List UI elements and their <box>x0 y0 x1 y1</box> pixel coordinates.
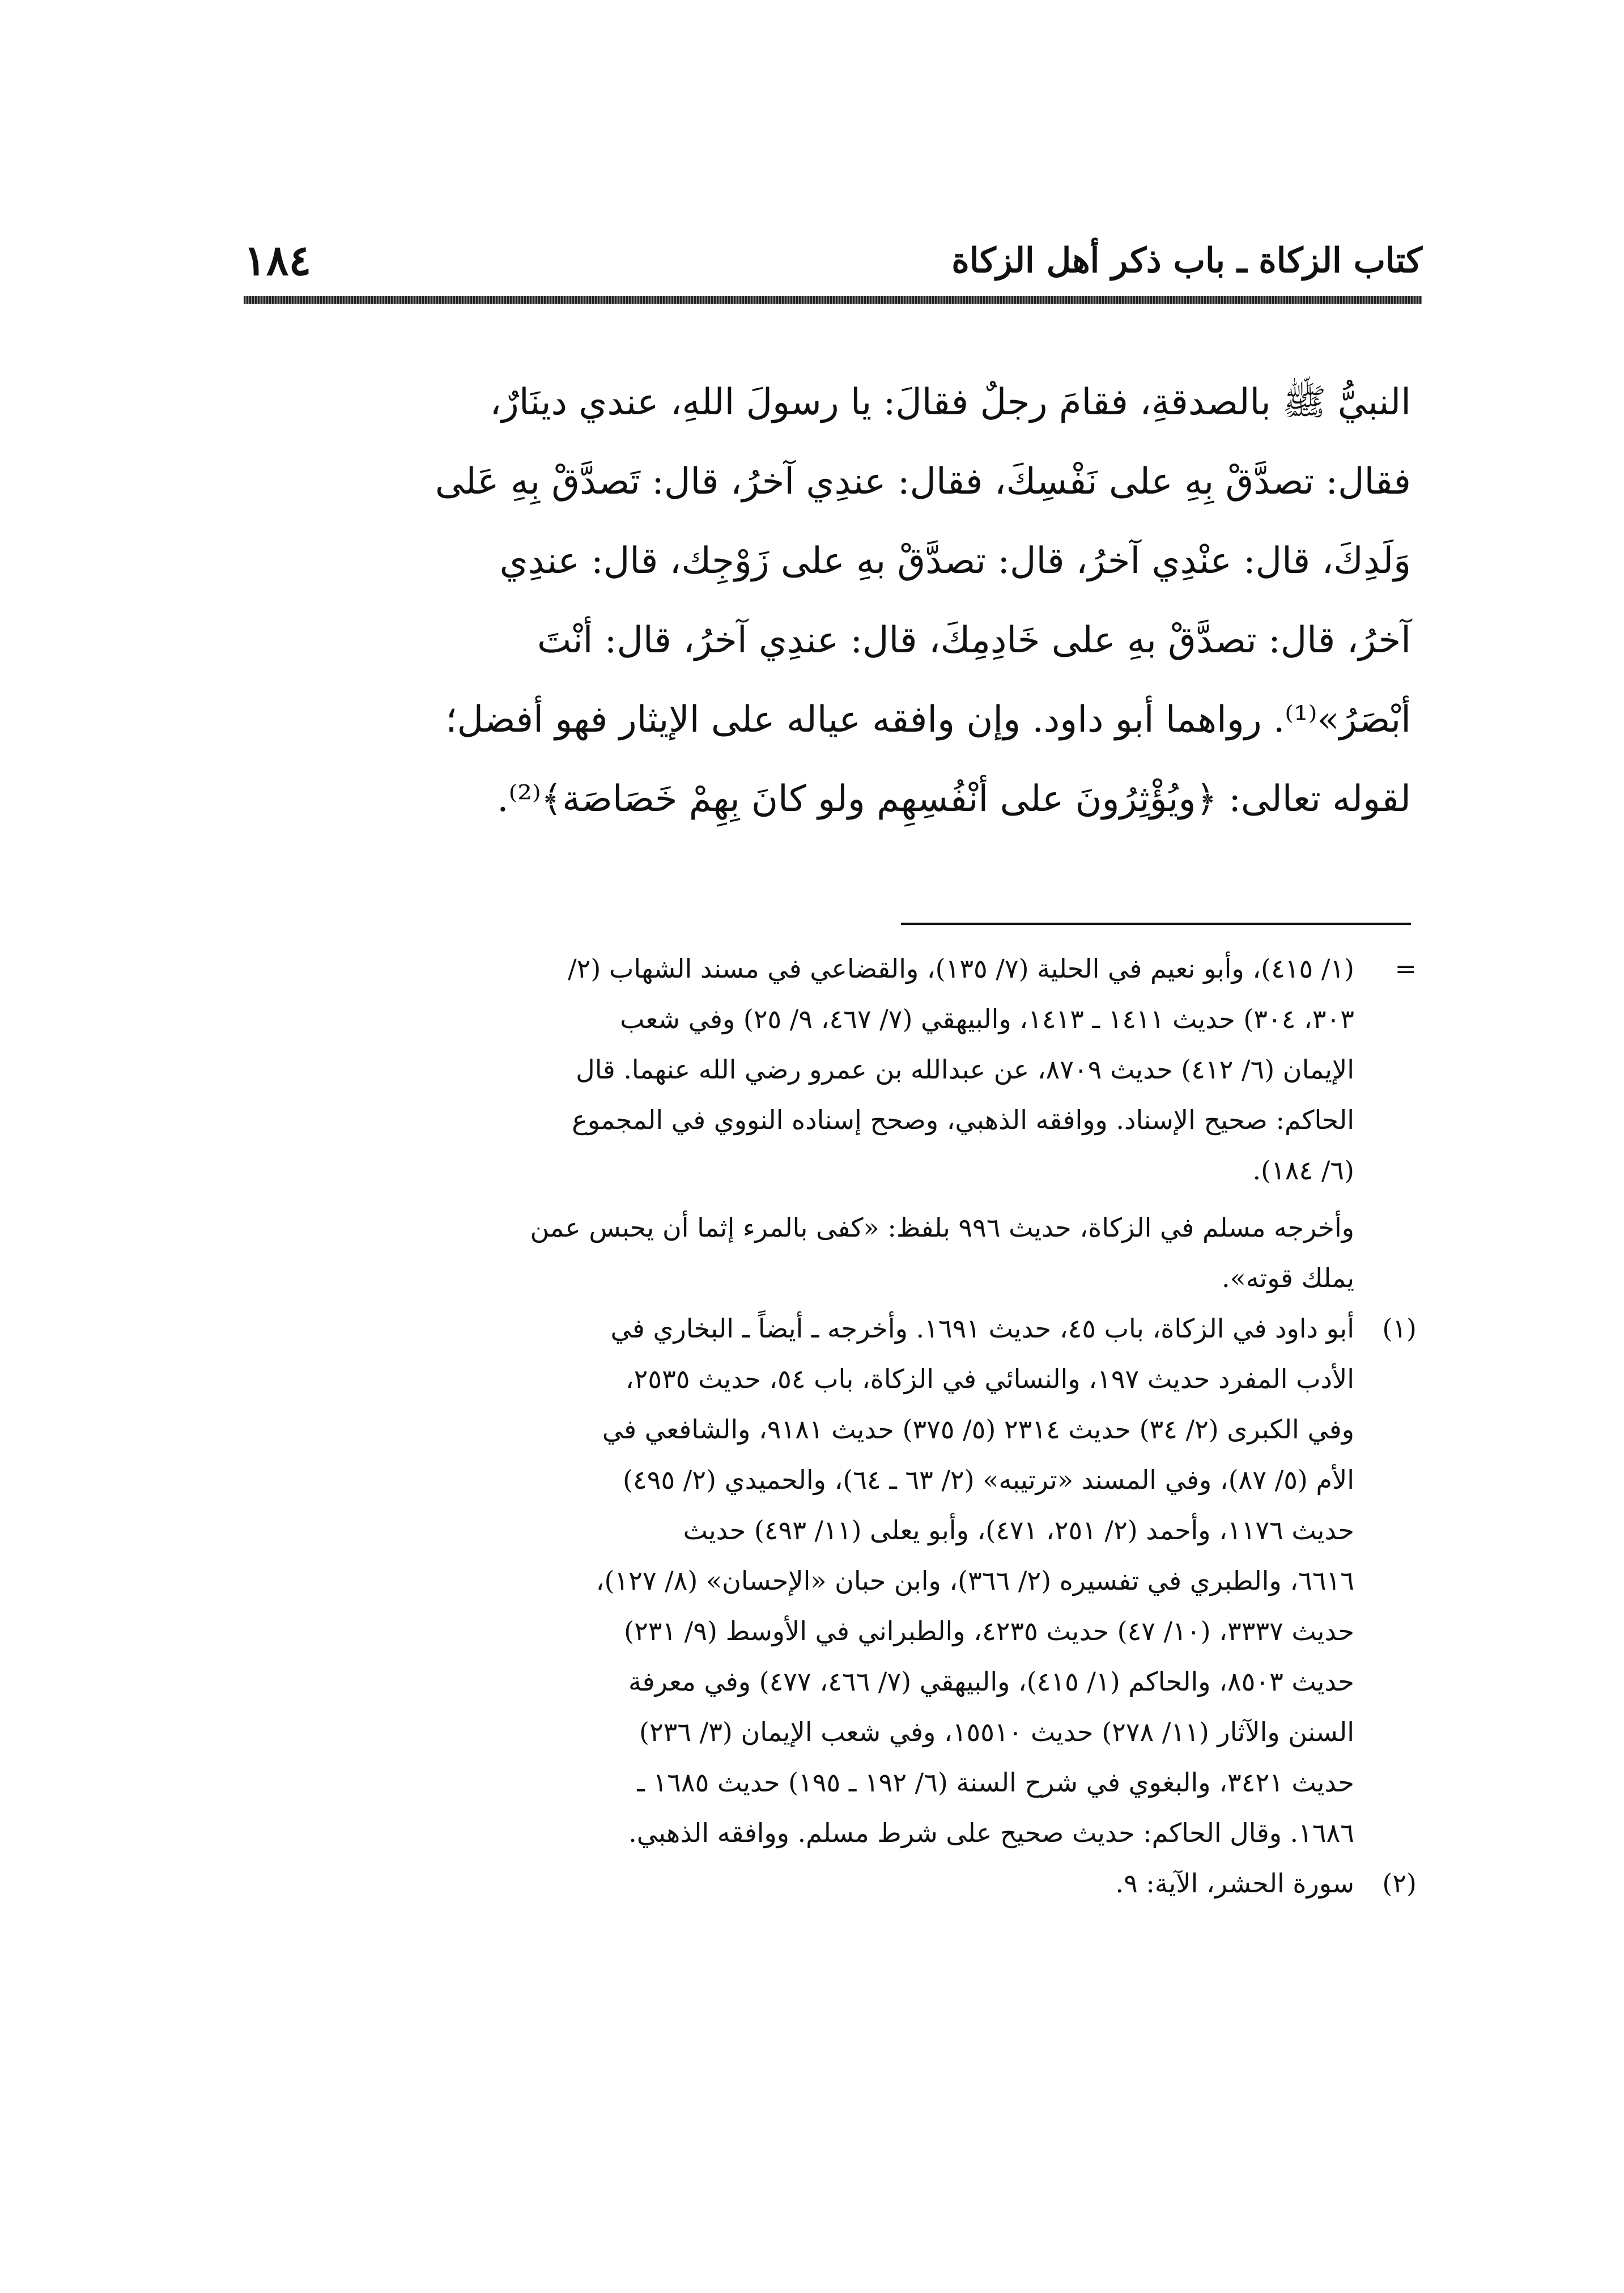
footnote-text: (١/ ٤١٥)، وأبو نعيم في الحلية (٧/ ١٣٥)، والقضاعي في مسند الشهاب (٢/ <box>568 953 1354 984</box>
main-line: وَلَدِكَ، قال: عنْدِي آخرُ، قال: تصدَّقْ بهِ على زَوْجِك، قال: عندِي <box>499 540 1411 582</box>
footnote-text: ٦٦١٦، والطبري في تفسيره (٢/ ٣٦٦)، وابن حبان «الإحسان» (٨/ ١٢٧)، <box>596 1565 1354 1596</box>
footnote-line <box>266 994 1417 1044</box>
footnote-line <box>266 1354 1417 1404</box>
footnote-text: حديث ٣٣٣٧، (١٠/ ٤٧) حديث ٤٢٣٥، والطبراني في الأوسط (٩/ ٢٣١) <box>624 1616 1354 1646</box>
footnote-text: وأخرجه مسلم في الزكاة، حديث ٩٩٦ بلفظ: «كفى بالمرء إثما أن يحبس عمن <box>530 1212 1354 1243</box>
main-line: أبْصَرُ»⁽¹⁾. رواهما أبو داود. وإن وافقه عياله على الإيثار فهو أفضل؛ <box>445 699 1411 741</box>
footnote-line <box>266 1808 1417 1858</box>
page-number: ١٨٤ <box>244 236 312 285</box>
footnote-line <box>266 1757 1417 1808</box>
main-line: لقوله تعالى: ﴿ويُؤْثِرُونَ على أنْفُسِهِم ولو كانَ بِهِمْ خَصَاصَة﴾⁽²⁾. <box>497 778 1411 820</box>
footnote-line <box>266 1505 1417 1556</box>
footnote-text: الأدب المفرد حديث ١٩٧، والنسائي في الزكاة، باب ٥٤، حديث ٢٥٣٥، <box>625 1364 1354 1394</box>
footnote-text: ٣٠٣، ٣٠٤) حديث ١٤١١ ـ ١٤١٣، والبيهقي (٧/ ٤٦٧، ٩/ ٢٥) وفي شعب <box>620 1004 1354 1034</box>
footnote-text: الإيمان (٦/ ٤١٢) حديث ٨٧٠٩، عن عبدالله بن عمرو رضي الله عنهما. قال <box>576 1054 1354 1085</box>
footnote-line <box>266 1044 1417 1095</box>
footnote-line <box>266 1145 1417 1196</box>
footnote-text: سورة الحشر، الآية: ٩. <box>1115 1868 1354 1899</box>
footnote-text: الأم (٥/ ٨٧)، وفي المسند «ترتيبه» (٢/ ٦٣ ـ ٦٤)، والحميدي (٢/ ٤٩٥) <box>623 1464 1354 1495</box>
main-text <box>272 363 1411 839</box>
footnote-text: يملك قوته». <box>1222 1263 1354 1293</box>
footnote-line <box>266 1556 1417 1606</box>
footnote-line <box>266 1657 1417 1707</box>
footnote-text: السنن والآثار (١١/ ٢٧٨) حديث ١٥٥١٠، وفي شعب الإيمان (٣/ ٢٣٦) <box>639 1717 1354 1747</box>
footnotes <box>266 944 1417 1909</box>
footnote-2-marker: (٢) <box>1382 1868 1417 1899</box>
footnote-line <box>266 1404 1417 1455</box>
main-line: آخرُ، قال: تصدَّقْ بهِ على خَادِمِكَ، قال: عندِي آخرُ، قال: أنْتَ <box>537 619 1411 661</box>
footnote-line <box>266 944 1417 994</box>
footnote-text: وفي الكبرى (٢/ ٣٤) حديث ٢٣١٤ (٥/ ٣٧٥) حديث ٩١٨١، والشافعي في <box>602 1414 1354 1445</box>
footnote-line <box>266 1707 1417 1757</box>
footnote-line <box>266 1303 1417 1354</box>
running-title: كتاب الزكاة ـ باب ذكر أهل الزكاة <box>951 241 1422 281</box>
header-divider <box>244 296 1422 304</box>
footnote-line <box>266 1606 1417 1657</box>
footnote-text: ١٦٨٦. وقال الحاكم: حديث صحيح على شرط مسلم. ووافقه الذهبي. <box>628 1818 1354 1848</box>
footnote-separator <box>901 923 1411 925</box>
footnote-text: حديث ١١٧٦، وأحمد (٢/ ٢٥١، ٤٧١)، وأبو يعلى (١١/ ٤٩٣) حديث <box>683 1515 1354 1545</box>
footnote-text: حديث ٣٤٢١، والبغوي في شرح السنة (٦/ ١٩٢ ـ ١٩٥) حديث ١٦٨٥ ـ <box>637 1767 1354 1798</box>
footnote-text: (٦/ ١٨٤). <box>1252 1155 1354 1186</box>
footnote-continued-marker: = <box>1395 953 1417 984</box>
footnote-line <box>266 1858 1417 1909</box>
footnote-line <box>266 1095 1417 1145</box>
footnote-1-marker: (١) <box>1382 1313 1417 1344</box>
main-line: النبيُّ ﷺ بالصدقةِ، فقامَ رجلٌ فقالَ: يا رسولَ اللهِ، عندي دينَارٌ، <box>490 381 1411 423</box>
main-line: فقال: تصدَّقْ بِهِ على نَفْسِكَ، فقال: عندِي آخرُ، قال: تَصدَّقْ بِهِ عَلى <box>435 461 1411 503</box>
footnote-line <box>266 1253 1417 1303</box>
page-header <box>244 227 1422 295</box>
footnote-text: أبو داود في الزكاة، باب ٤٥، حديث ١٦٩١. وأخرجه ـ أيضاً ـ البخاري في <box>610 1313 1354 1344</box>
footnote-line <box>266 1455 1417 1505</box>
footnote-text: حديث ٨٥٠٣، والحاكم (١/ ٤١٥)، والبيهقي (٧/ ٤٦٦، ٤٧٧) وفي معرفة <box>628 1666 1354 1697</box>
footnote-text: الحاكم: صحيح الإسناد. ووافقه الذهبي، وصحح إسناده النووي في المجموع <box>572 1105 1354 1135</box>
footnote-line <box>266 1203 1417 1253</box>
